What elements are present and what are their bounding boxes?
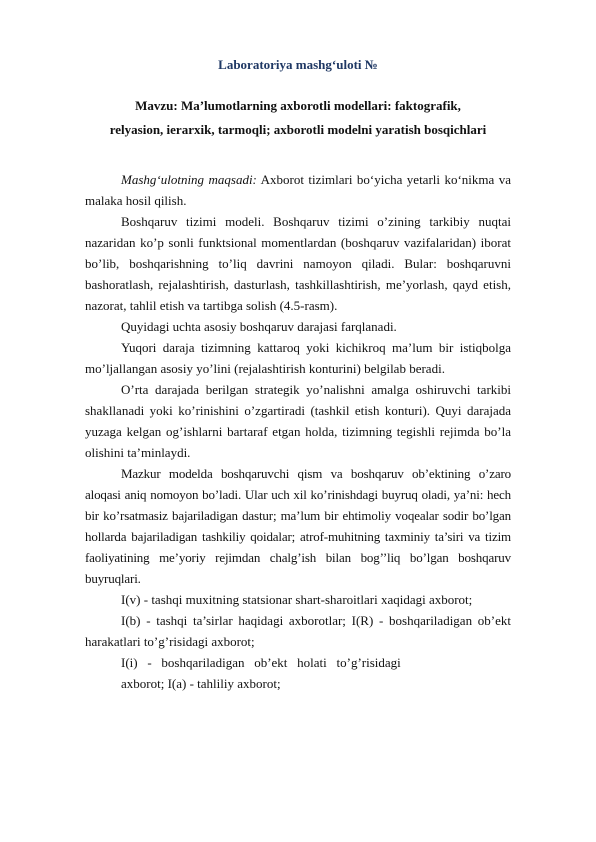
paragraph-goal <box>85 169 511 211</box>
paragraph-iv: I(v) - tashqi muxitning statsionar shart-sharoitlari xaqidagi axborot; <box>121 592 473 607</box>
paragraph-upper-level: Yuqori daraja tizimning kattaroq yoki kichikroq ma’lum bir istiqbolga mo’ljallangan asosiy yo’lini (rejalashtirish konturini) belgilab beradi. <box>85 340 511 376</box>
topic-line-2: relyasion, ierarxik, tarmoqli; axborotli modelni yaratish bosqichlari <box>109 122 487 137</box>
paragraph-levels-intro: Quyidagi uchta asosiy boshqaruv darajasi farqlanadi. <box>121 319 397 334</box>
paragraph-middle-level: O’rta darajada berilgan strategik yo’nalishni amalga oshiruvchi tarkibi shakllanadi yoki ko’rinishini o’zgartiradi (tashkil etish konturi). Quyi darajada yuzaga kelgan og’ishlarni bartaraf etgan holda, tizimning tegishli rejimda bo’la olishini ta’minlaydi. <box>85 382 511 460</box>
goal-label: Mashg‘ulotning maqsadi: <box>121 172 257 187</box>
paragraph-ib: I(b) - tashqi ta’sirlar haqidagi axborotlar; I(R) - boshqariladigan ob’ekt harakatlari to’g’risidagi axborot; <box>85 613 511 649</box>
paragraph-model: Boshqaruv tizimi modeli. Boshqaruv tizimi o’zining tarkibiy nuqtai nazaridan ko’p sonli funktsional momentlardan (boshqaruv vazifalaridan) iborat bo’lib, boshqarishning to’liq davrini namoyon qiladi. Bular: boshqaruvni bashoratlash, rejalashtirish, dasturlash, tashkillashtirish, me’yorlash, qayd etish, nazorat, tahlil etish va tartibga solish (4.5-rasm). <box>85 214 511 313</box>
document-body <box>85 169 511 694</box>
topic-line-1: Mavzu: Ma’lumotlarning axborotli modellari: faktografik, <box>135 98 461 113</box>
paragraph-interaction: Mazkur modelda boshqaruvchi qism va boshqaruv ob’ektining o’zaro aloqasi aniq nomoyon bo’ladi. Ular uch xil ko’rinishdagi buyruq oladi, ya’ni: hech bir ko’rsatmasiz bajariladigan dastur; ma’lum bir ehtimoliy voqealar sodir bo’lgan hollarda bajariladigan tashkiliy qoidalar; atrof-muhitning taxminiy ta’siri va tizim faoliyatining me’yoriy rejimdan chalg’ish bilan bog’’liq bo’lgan boshqaruv buyruqlari. <box>85 466 511 586</box>
topic-heading <box>85 94 511 142</box>
paragraph-ii: I(i) - boshqariladigan ob’ekt holati to’g’risidagi <box>121 655 401 670</box>
paragraph-ia: axborot; I(a) - tahliliy axborot; <box>121 676 281 691</box>
lab-title: Laboratoriya mashg‘uloti № <box>218 57 378 72</box>
goal-text: Axborot tizimlari bo‘yicha yetarli ko‘nikma va malaka hosil qilish. <box>85 172 511 208</box>
